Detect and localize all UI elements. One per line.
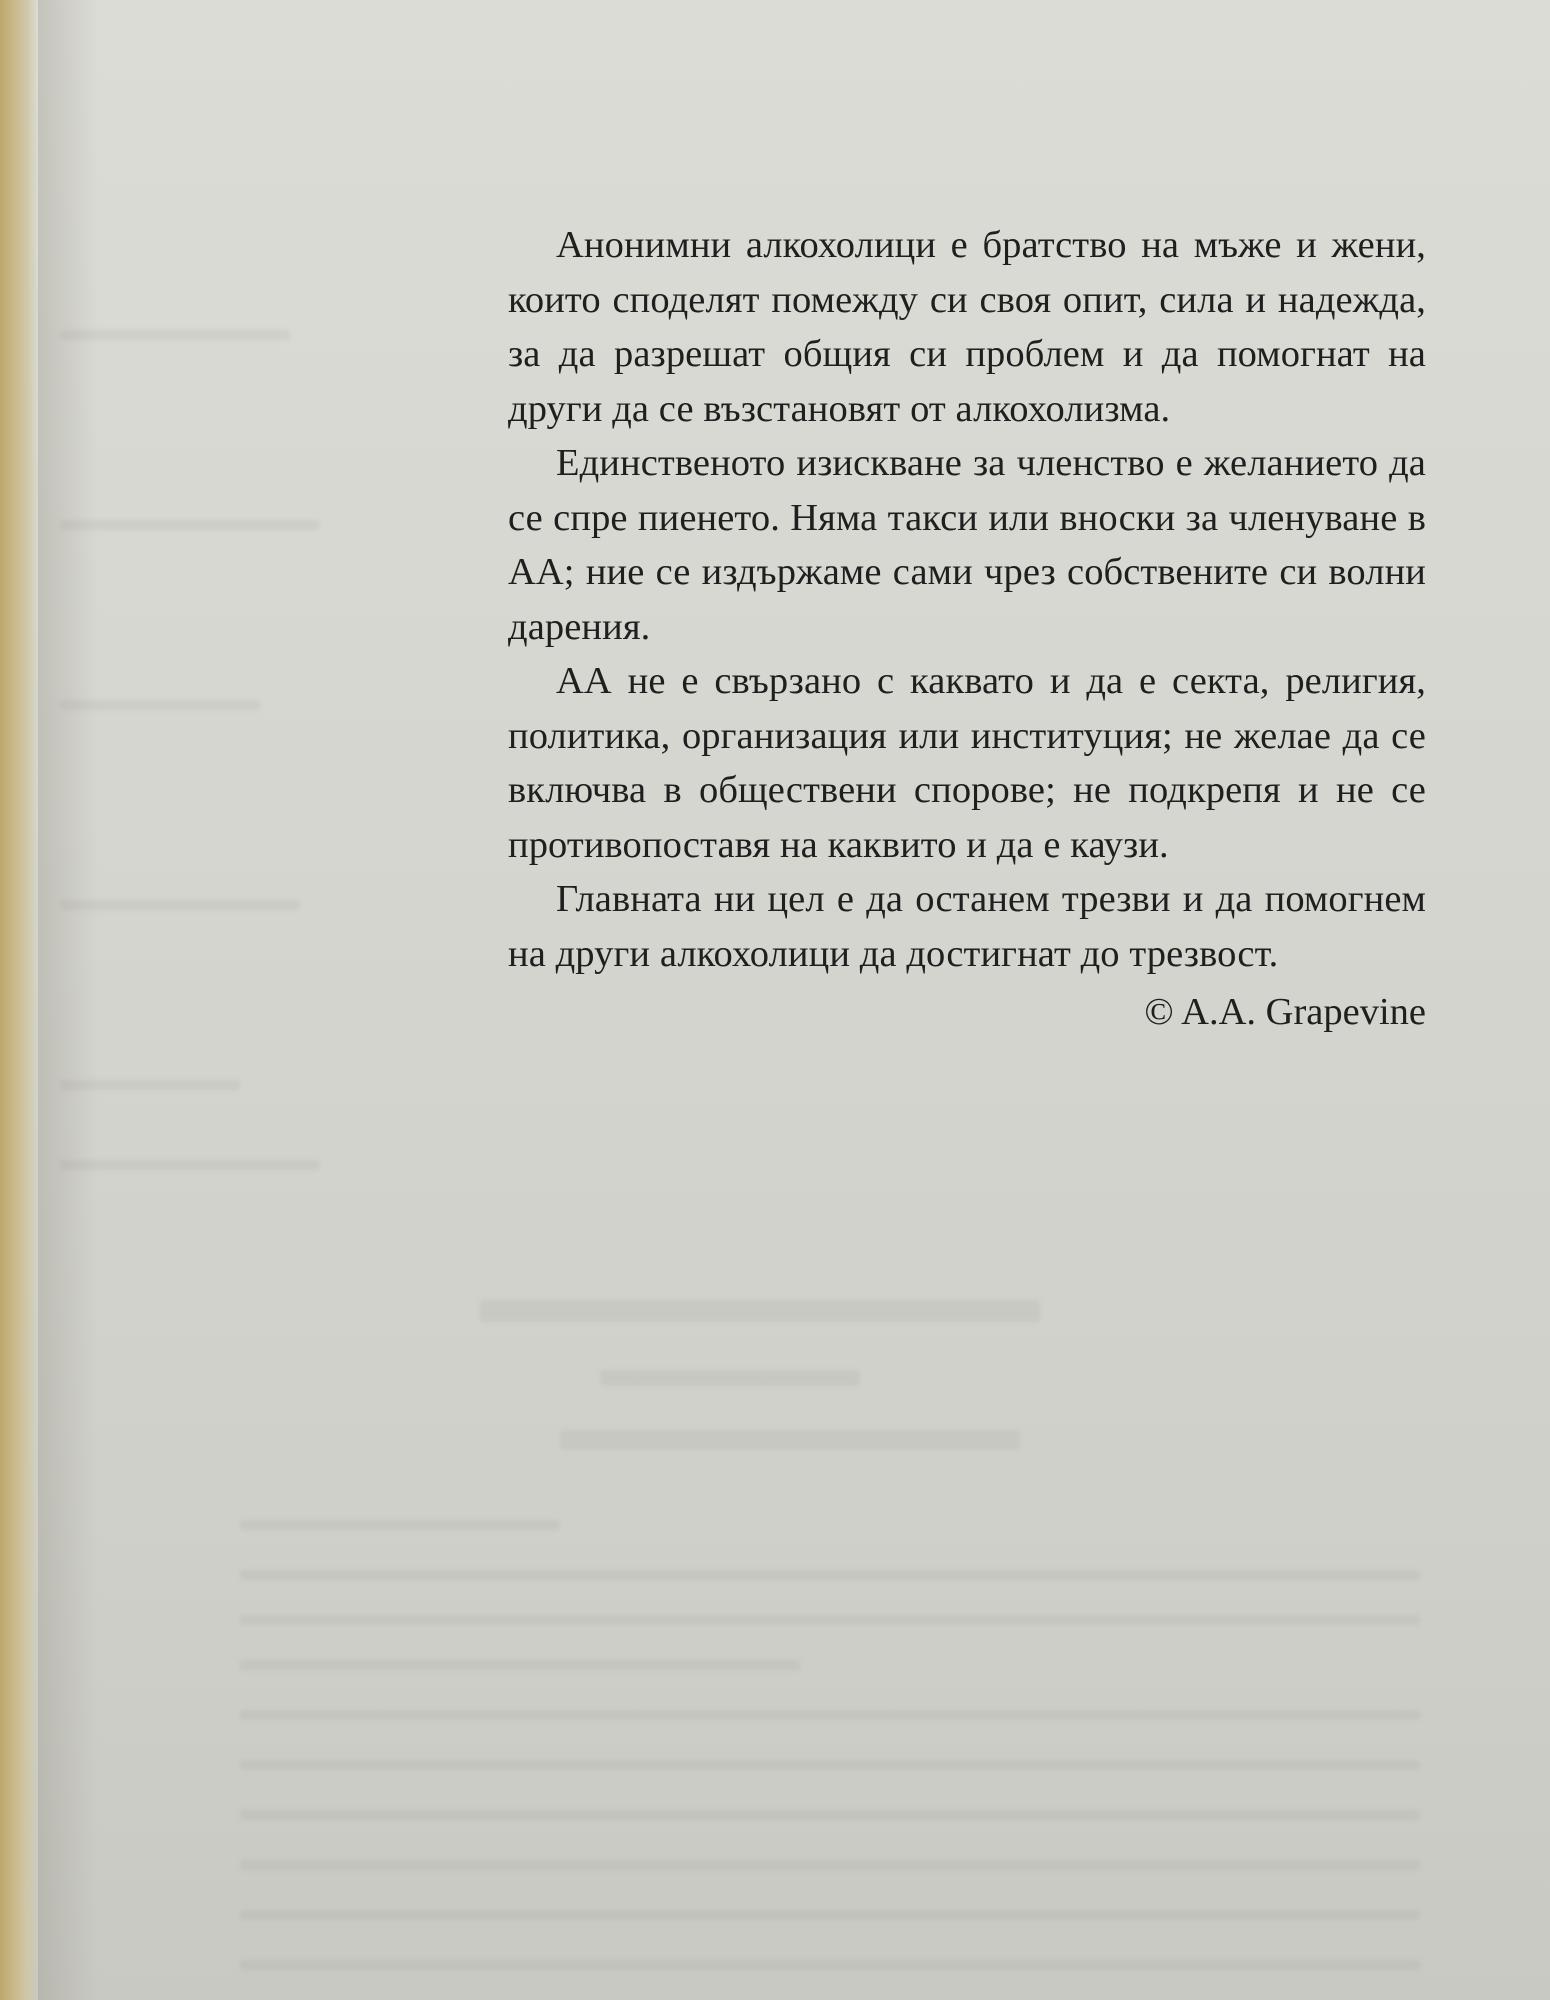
gutter-shadow (38, 0, 98, 2000)
paragraph-independence: АА не е свързано с каквато и да е секта, религия, политика, организация или институция; не желае да се включва в обществени спорове; не подкрепя и не се противопоставя на каквито и да е каузи. (508, 660, 1426, 866)
copyright-notice: © A.A. Grapevine (1144, 991, 1426, 1033)
book-page-edge (0, 0, 38, 2000)
paragraph-membership: Единственото изискване за членство е желанието да се спре пиенето. Няма такси или вноски за членуване в АА; ние се издържаме сами чрез собствените си волни дарения. (508, 442, 1426, 648)
main-text-block (508, 218, 1426, 1040)
paragraph-fellowship: Анонимни алкохолици е братство на мъже и жени, които споделят помежду си своя опит, сила и надежда, за да разрешат общия си проблем и да помогнат на други да се възстановят от алкохолизма. (508, 224, 1426, 430)
paragraph-purpose: Главната ни цел е да останем трезви и да помогнем на други алкохолици да достигнат до трезвост. (508, 878, 1426, 975)
